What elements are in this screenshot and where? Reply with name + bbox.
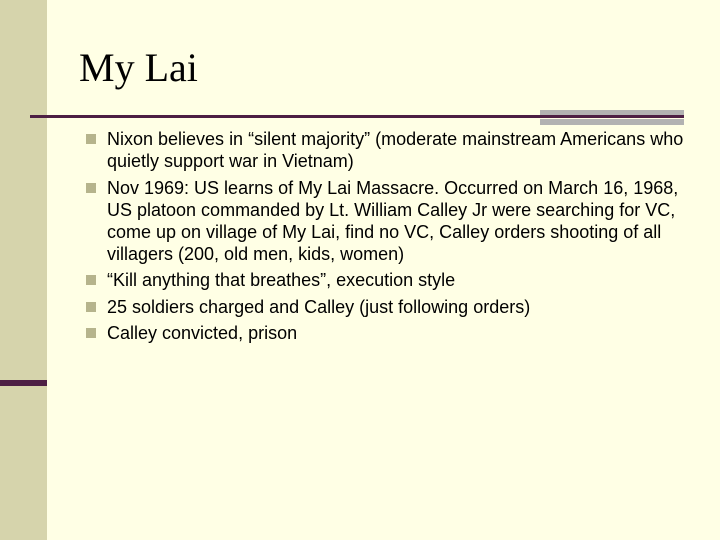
left-decor-band <box>0 0 47 540</box>
bullet-text: “Kill anything that breathes”, execution style <box>107 270 456 290</box>
square-bullet-icon <box>86 275 96 285</box>
bullet-text: Nixon believes in “silent majority” (moderate mainstream Americans who quietly support war in Vietnam) <box>107 129 684 171</box>
square-bullet-icon <box>86 302 96 312</box>
bullet-list <box>86 128 686 349</box>
title-rule <box>30 115 684 118</box>
bullet-item <box>86 322 686 344</box>
slide-title: My Lai <box>79 45 198 90</box>
square-bullet-icon <box>86 328 96 338</box>
bullet-item <box>86 296 686 318</box>
bullet-item <box>86 177 686 265</box>
bullet-item <box>86 269 686 291</box>
bullet-item <box>86 128 686 172</box>
bullet-text: 25 soldiers charged and Calley (just following orders) <box>107 296 531 317</box>
title-rule-gray-lower <box>540 119 684 125</box>
bullet-text: Nov 1969: US learns of My Lai Massacre. Occurred on March 16, 1968, US platoon commanded by Lt. William Calley Jr were searching for VC, come up on village of My Lai, find no VC, Calley orders shooting of all villagers (200, old men, kids, women) <box>107 177 679 264</box>
square-bullet-icon <box>86 134 96 144</box>
bullet-text: Calley convicted, prison <box>107 323 298 343</box>
left-accent-bar <box>0 380 47 386</box>
square-bullet-icon <box>86 183 96 193</box>
